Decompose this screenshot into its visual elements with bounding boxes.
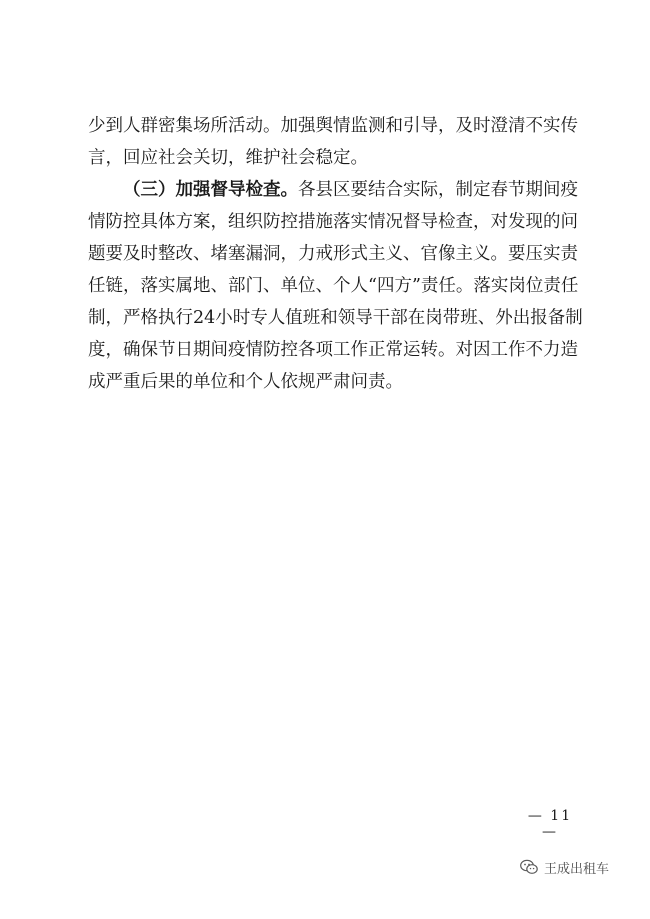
text-line: 成严重后果的单位和个人依规严肃问责。 [88, 372, 403, 392]
section-paragraph-first-line [88, 174, 578, 206]
watermark [520, 856, 609, 878]
text-line: 少到人群密集场所活动。加强舆情监测和引导，及时澄清不实传 [88, 116, 578, 136]
page-number: — 11 — [527, 808, 573, 840]
text-line: 言，回应社会关切，维护社会稳定。 [88, 148, 368, 168]
section-heading: （三）加强督导检查。 [123, 180, 298, 200]
text-line: 情防控具体方案，组织防控措施落实情况督导检查，对发现的问 [88, 212, 578, 232]
watermark-text: 王成出租车 [544, 861, 610, 877]
document-body [88, 110, 583, 398]
text-line: 度，确保节日期间疫情防控各项工作正常运转。对因工作不力造 [88, 340, 578, 360]
wechat-icon [520, 859, 538, 875]
text-line: 制，严格执行24小时专人值班和领导干部在岗带班、外出报备制 [88, 308, 583, 328]
text-line: 题要及时整改、堵塞漏洞，力戒形式主义、官像主义。要压实责 [88, 244, 578, 264]
text-line: 各县区要结合实际，制定春节期间疫 [298, 180, 578, 200]
text-line: 任链，落实属地、部门、单位、个人“四方”责任。落实岗位责任 [88, 276, 579, 296]
